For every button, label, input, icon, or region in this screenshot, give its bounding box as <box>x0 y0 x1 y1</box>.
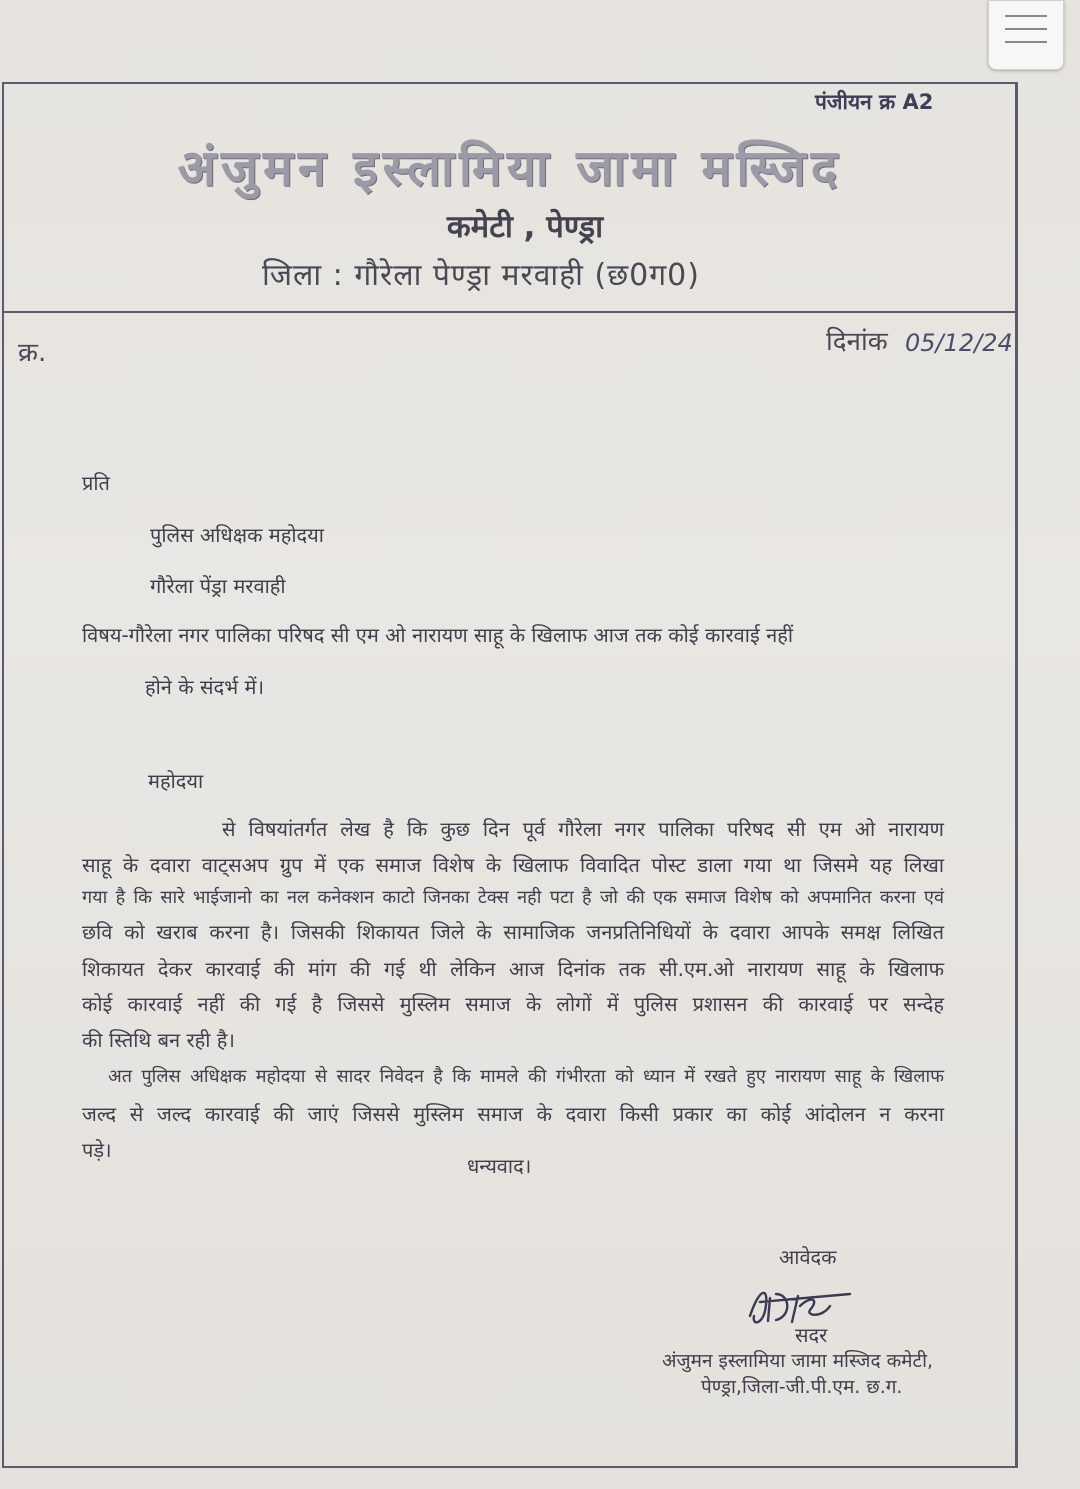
signature-organization: अंजुमन इस्लामिया जामा मस्जिद कमेटी, <box>662 1350 934 1372</box>
signature-address: पेण्ड्रा,जिला-जी.पी.एम. छ.ग. <box>701 1376 903 1398</box>
applicant-label: आवेदक <box>779 1245 837 1269</box>
recipient-place: गौरेला पेंड्रा मरवाही <box>150 574 286 598</box>
body-line: कोई कारवाई नहीं की गई है जिससे मुस्लिम समाज के लोगों में पुलिस प्रशासन की कारवाई पर सन्देह <box>82 992 944 1016</box>
date-value: 05/12/24 <box>905 329 1013 357</box>
body-line: शिकायत देकर कारवाई की मांग की गई थी लेकिन आज दिनांक तक सी.एम.ओ नारायण साहू के खिलाफ <box>82 957 944 981</box>
recipient-title: पुलिस अधिक्षक महोदया <box>150 523 324 547</box>
to-label: प्रति <box>82 471 110 495</box>
body-line: गया है कि सारे भाईजानो का नल कनेक्शन काटो जिनका टेक्स नही पटा है जो की एक समाज विशेष को अपमानित करना एवं <box>82 887 944 908</box>
header-divider <box>2 311 1018 313</box>
designation: सदर <box>795 1323 828 1347</box>
subject-line-1: विषय-गौरेला नगर पालिका परिषद सी एम ओ नारायण साहू के खिलाफ आज तक कोई कारवाई नहीं <box>82 623 794 647</box>
reference-label: क्र. <box>18 338 47 368</box>
body-line: की स्तिथि बन रही है। <box>82 1028 235 1052</box>
body-line: छवि को खराब करना है। जिसकी शिकायत जिले के सामाजिक जनप्रतिनिधियों के दवारा आपके समक्ष लिखित <box>82 920 944 944</box>
thanks-line: धन्यवाद। <box>467 1154 532 1178</box>
menu-bar <box>1005 28 1047 30</box>
date-label: दिनांक <box>826 327 888 357</box>
salutation: महोदया <box>148 769 204 793</box>
registration-number: पंजीयन क्र A2 <box>815 90 934 114</box>
body-line: जल्द से जल्द कारवाई की जाएं जिससे मुस्लिम समाज के दवारा किसी प्रकार का कोई आंदोलन न करना <box>82 1102 944 1126</box>
committee-name: कमेटी , पेण्ड्रा <box>446 209 604 245</box>
body-line: अत पुलिस अधिक्षक महोदया से सादर निवेदन है कि मामले की गंभीरता को ध्यान में रखते हुए नारायण साहू के खिलाफ <box>108 1066 944 1087</box>
body-line: साहू के दवारा वाट्सअप ग्रुप में एक समाज विशेष के खिलाफ विवादित पोस्ट डाला गया था जिसमे यह लिखा <box>82 853 944 877</box>
organization-name: अंजुमन इस्लामिया जामा मस्जिद <box>177 139 843 197</box>
subject-line-2: होने के संदर्भ में। <box>145 675 265 699</box>
menu-bar <box>1005 15 1047 17</box>
reference-number <box>18 333 46 369</box>
district-line: जिला : गौरेला पेण्ड्रा मरवाही (छ0ग0) <box>262 258 700 293</box>
hamburger-menu-icon[interactable] <box>988 0 1064 70</box>
body-line: पड़े। <box>82 1138 112 1162</box>
menu-bar <box>1005 41 1047 43</box>
body-line: से विषयांतर्गत लेख है कि कुछ दिन पूर्व गौरेला नगर पालिका परिषद सी एम ओ नारायण <box>222 817 944 841</box>
